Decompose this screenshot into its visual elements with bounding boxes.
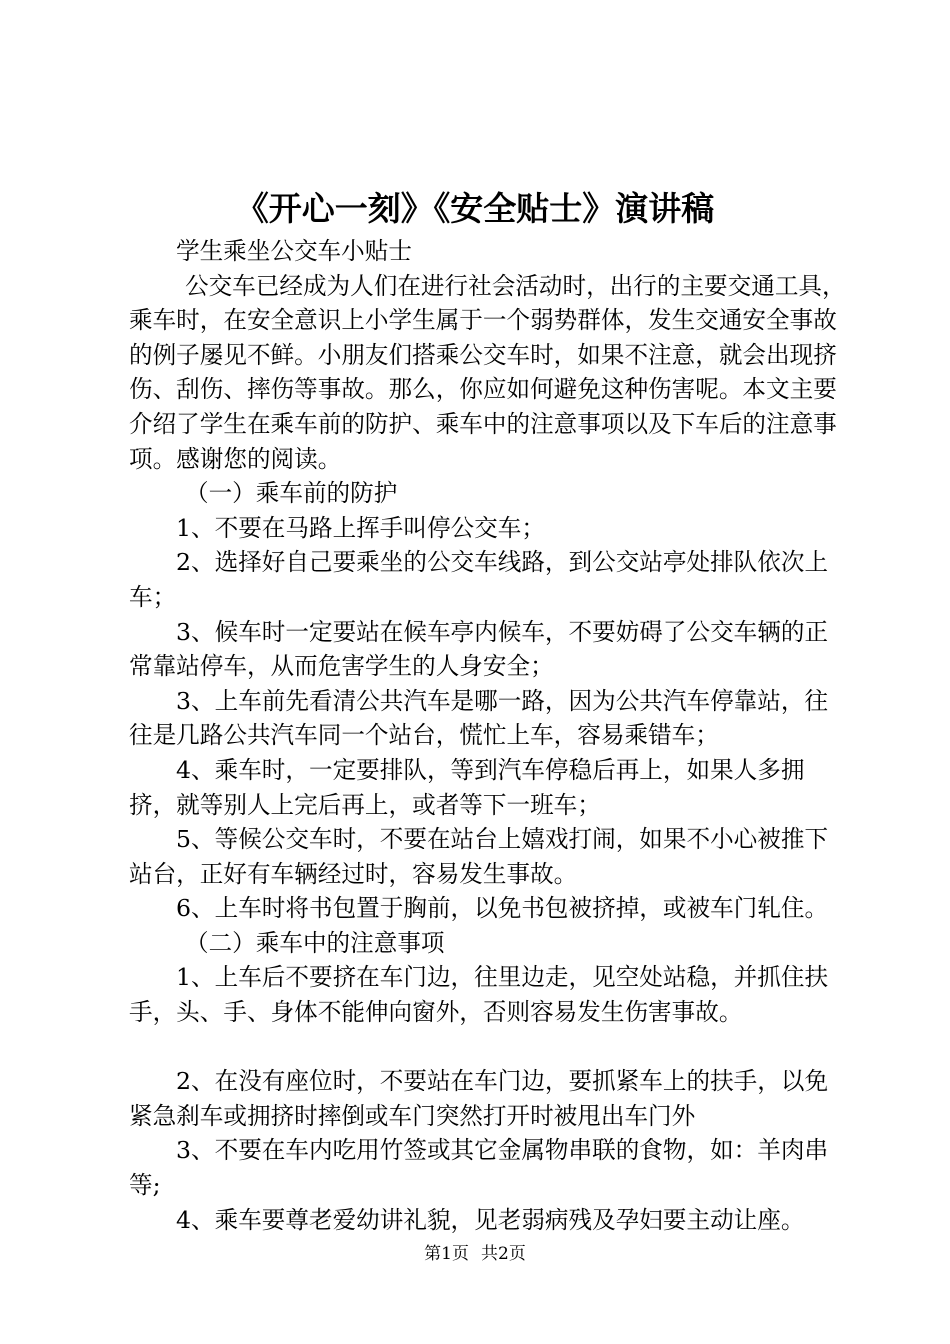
list-item: 3、上车前先看清公共汽车是哪一路，因为公共汽车停靠站，往往是几路公共汽车同一个站台，慌忙上车，容易乘错车；	[129, 686, 829, 750]
document-body	[129, 234, 851, 1237]
list-item: 4、乘车时，一定要排队，等到汽车停稳后再上，如果人多拥挤，就等别人上完后再上，或者等下一班车；	[129, 755, 805, 819]
list-item: 2、在没有座位时，不要站在车门边，要抓紧车上的扶手，以免紧急刹车或拥挤时摔倒或车门突然打开时被甩出车门外	[129, 1067, 829, 1130]
paragraph-gap	[129, 1030, 851, 1065]
list-item: 2、选择好自己要乘坐的公交车线路，到公交站亭处排队依次上车；	[129, 548, 829, 611]
page-footer	[0, 1243, 950, 1265]
subtitle: 学生乘坐公交车小贴士	[176, 237, 412, 265]
list-item: 6、上车时将书包置于胸前，以免书包被挤掉，或被车门轧住。	[176, 894, 829, 923]
list-item: 3、不要在车内吃用竹签或其它金属物串联的食物，如：羊肉串等;	[129, 1136, 829, 1200]
list-item: 1、不要在马路上挥手叫停公交车；	[176, 513, 545, 542]
section-heading-during-ride: （二）乘车中的注意事项	[185, 928, 445, 957]
page-number-total: 共2页	[481, 1244, 526, 1264]
section-heading-before-boarding: （一）乘车前的防护	[185, 479, 398, 508]
intro-paragraph: 公交车已经成为人们在进行社会活动时，出行的主要交通工具，乘车时，在安全意识上小学生属于一个弱势群体，发生交通安全事故的例子屡见不鲜。小朋友们搭乘公交车时，如果不注意，就会出现挤伤、刮伤、摔伤等事故。那么，你应如何避免这种伤害呢。本文主要介绍了学生在乘车前的防护、乘车中的注意事项以及下车后的注意事项。感谢您的阅读。	[129, 271, 846, 473]
page-number-current: 第1页	[424, 1244, 469, 1264]
list-item: 3、候车时一定要站在候车亭内候车，不要妨碍了公交车辆的正常靠站停车，从而危害学生的人身安全；	[129, 617, 829, 681]
list-item: 4、乘车要尊老爱幼讲礼貌，见老弱病残及孕妇要主动让座。	[176, 1205, 805, 1234]
list-item: 5、等候公交车时，不要在站台上嬉戏打闹，如果不小心被推下站台，正好有车辆经过时，容易发生事故。	[129, 825, 829, 888]
document-title: 《开心一刻》《安全贴士》演讲稿	[235, 189, 715, 228]
list-item: 1、上车后不要挤在车门边，往里边走，见空处站稳，并抓住扶手，头、手、身体不能伸向窗外，否则容易发生伤害事故。	[129, 963, 829, 1027]
